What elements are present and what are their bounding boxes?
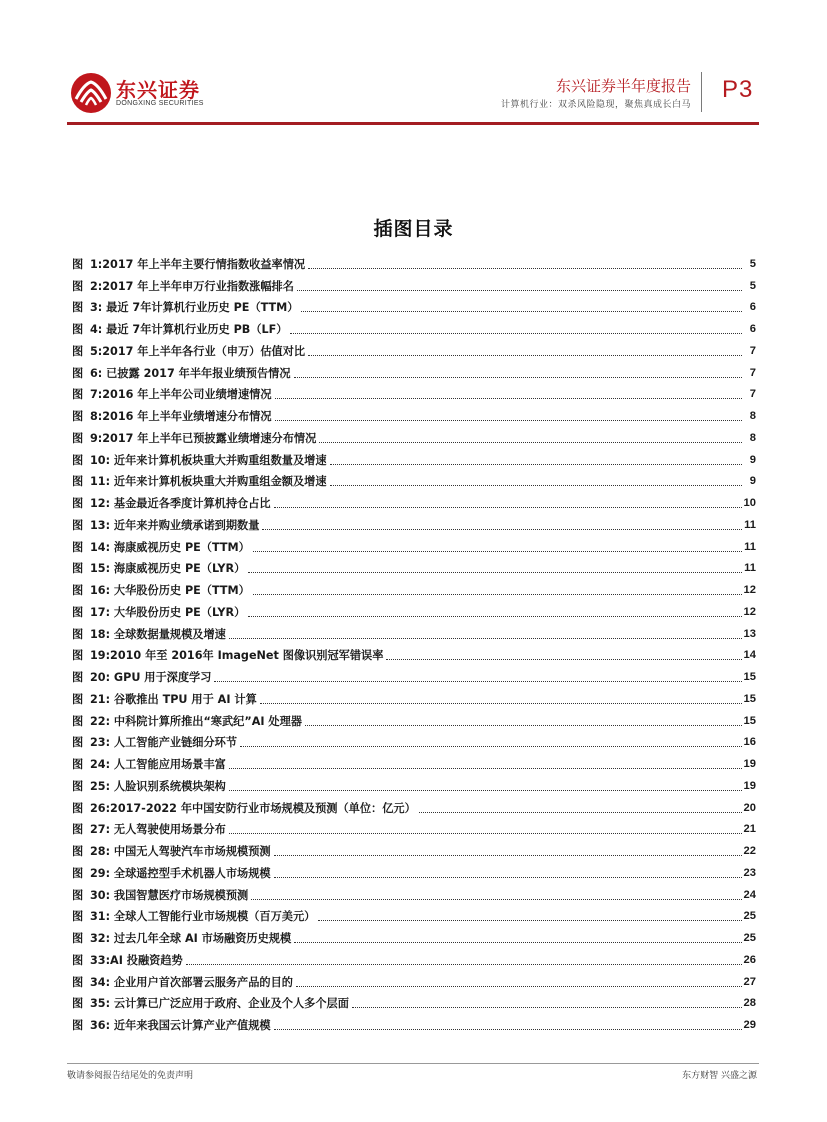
toc-entry-page[interactable]: 11 bbox=[744, 540, 756, 553]
toc-entry-label[interactable]: 10: 近年来计算机板块重大并购重组数量及增速 bbox=[90, 453, 327, 467]
toc-entry-page[interactable]: 7 bbox=[749, 388, 756, 401]
toc-entry[interactable] bbox=[72, 598, 756, 620]
toc-entry-page[interactable]: 12 bbox=[743, 605, 756, 618]
toc-entry-label[interactable]: 27: 无人驾驶使用场景分布 bbox=[90, 823, 226, 837]
toc-entry-page[interactable]: 22 bbox=[743, 845, 756, 857]
toc-entry[interactable] bbox=[72, 511, 756, 533]
toc-leader-dots bbox=[262, 528, 742, 530]
toc-entry-prefix: 图 bbox=[72, 932, 84, 945]
toc-entry-page[interactable]: 26 bbox=[743, 953, 756, 966]
toc-leader-dots bbox=[386, 658, 741, 660]
toc-entry[interactable] bbox=[72, 576, 756, 598]
toc-entry-label[interactable]: 5:2017 年上半年各行业（申万）估值对比 bbox=[90, 344, 306, 358]
toc-entry-prefix: 图 bbox=[72, 910, 84, 924]
toc-entry-page[interactable]: 19 bbox=[743, 779, 756, 792]
toc-entry[interactable] bbox=[72, 859, 756, 881]
toc-entry-prefix: 图 bbox=[72, 453, 84, 467]
toc-entry-page[interactable]: 8 bbox=[749, 410, 756, 422]
toc-entry-page[interactable]: 21 bbox=[743, 823, 756, 836]
toc-entry-page[interactable]: 16 bbox=[743, 736, 756, 749]
toc-leader-dots bbox=[330, 463, 742, 465]
toc-entry-prefix: 图 bbox=[72, 279, 84, 293]
toc-entry[interactable] bbox=[72, 750, 756, 772]
toc-entry-page[interactable]: 20 bbox=[743, 801, 756, 814]
toc-entry-label[interactable]: 25: 人脸识别系统模块架构 bbox=[90, 779, 226, 793]
toc-entry-label[interactable]: 22: 中科院计算所推出“寒武纪”AI 处理器 bbox=[90, 714, 302, 728]
toc-entry-page[interactable]: 5 bbox=[749, 257, 756, 270]
toc-leader-dots bbox=[319, 441, 742, 443]
toc-entry[interactable] bbox=[72, 685, 756, 707]
toc-entry[interactable] bbox=[72, 533, 756, 555]
toc-leader-dots bbox=[294, 376, 742, 378]
toc-leader-dots bbox=[251, 898, 741, 900]
toc-entry[interactable] bbox=[72, 555, 756, 577]
toc-entry-label[interactable]: 4: 最近 7年计算机行业历史 PB（LF） bbox=[90, 323, 288, 336]
toc-entry[interactable] bbox=[72, 359, 756, 381]
toc-leader-dots bbox=[419, 811, 742, 813]
toc-entry-prefix: 图 bbox=[72, 410, 84, 423]
toc-entry-label[interactable]: 13: 近年来并购业绩承诺到期数量 bbox=[90, 518, 260, 532]
footer-slogan: 东方财智 兴盛之源 bbox=[682, 1071, 757, 1081]
toc-entry-prefix: 图 bbox=[72, 605, 84, 619]
toc-entry-prefix: 图 bbox=[72, 627, 84, 641]
toc-leader-dots bbox=[330, 484, 742, 486]
toc-entry[interactable] bbox=[72, 402, 756, 424]
toc-entry[interactable] bbox=[72, 729, 756, 751]
toc-entry-page[interactable]: 11 bbox=[744, 562, 756, 575]
toc-entry[interactable] bbox=[72, 1011, 756, 1033]
toc-entry-label[interactable]: 7:2016 年上半年公司业绩增速情况 bbox=[90, 388, 272, 402]
toc-entry-prefix: 图 bbox=[72, 323, 84, 336]
toc-entry-label[interactable]: 8:2016 年上半年业绩增速分布情况 bbox=[90, 410, 272, 423]
toc-entry[interactable] bbox=[72, 663, 756, 685]
toc-entry-prefix: 图 bbox=[72, 823, 84, 837]
toc-entry[interactable] bbox=[72, 468, 756, 490]
toc-leader-dots bbox=[248, 615, 741, 617]
toc-entry[interactable] bbox=[72, 707, 756, 729]
toc-entry-label[interactable]: 29: 全球遥控型手术机器人市场规模 bbox=[90, 866, 271, 880]
toc-entry[interactable] bbox=[72, 381, 756, 403]
toc-leader-dots bbox=[301, 310, 742, 312]
toc-entry-label[interactable]: 11: 近年来计算机板块重大并购重组金额及增速 bbox=[90, 475, 327, 489]
toc-entry-page[interactable]: 11 bbox=[744, 518, 756, 531]
toc-entry-page[interactable]: 28 bbox=[743, 997, 756, 1010]
toc-leader-dots bbox=[352, 1006, 742, 1008]
toc-entry-prefix: 图 bbox=[72, 671, 84, 684]
toc-entry-prefix: 图 bbox=[72, 975, 84, 989]
toc-entry-prefix: 图 bbox=[72, 953, 84, 967]
toc-entry-prefix: 图 bbox=[72, 801, 84, 815]
toc-entry-label[interactable]: 14: 海康威视历史 PE（TTM） bbox=[90, 540, 250, 554]
toc-leader-dots bbox=[297, 289, 742, 291]
toc-entry-label[interactable]: 9:2017 年上半年已预披露业绩增速分布情况 bbox=[90, 431, 317, 445]
toc-entry-prefix: 图 bbox=[72, 388, 84, 402]
toc-entry-label[interactable]: 33:AI 投融资趋势 bbox=[90, 953, 183, 967]
toc-entry-label[interactable]: 24: 人工智能应用场景丰富 bbox=[90, 758, 226, 771]
report-subtitle: 计算机行业：双杀风险隐现，聚焦真成长白马 bbox=[500, 100, 691, 110]
toc-entry-label[interactable]: 20: GPU 用于深度学习 bbox=[90, 671, 212, 684]
toc-leader-dots bbox=[260, 702, 742, 704]
toc-entry[interactable] bbox=[72, 837, 756, 859]
toc-entry-label[interactable]: 28: 中国无人驾驶汽车市场规模预测 bbox=[90, 845, 271, 858]
toc-entry-prefix: 图 bbox=[72, 736, 84, 750]
toc-entry-label[interactable]: 18: 全球数据量规模及增速 bbox=[90, 627, 226, 641]
toc-entry-label[interactable]: 31: 全球人工智能行业市场规模（百万美元） bbox=[90, 910, 316, 924]
page-number: P3 bbox=[722, 76, 754, 103]
toc-entry-label[interactable]: 16: 大华股份历史 PE（TTM） bbox=[90, 584, 250, 597]
toc-entry-page[interactable]: 29 bbox=[743, 1019, 756, 1031]
company-logo bbox=[70, 70, 220, 114]
toc-entry-label[interactable]: 26:2017-2022 年中国安防行业市场规模及预测（单位：亿元） bbox=[90, 801, 416, 815]
toc-entry-label[interactable]: 2:2017 年上半年申万行业指数涨幅排名 bbox=[90, 279, 294, 293]
toc-entry-prefix: 图 bbox=[72, 475, 84, 489]
toc-entry[interactable] bbox=[72, 250, 756, 272]
toc-entry-page[interactable]: 6 bbox=[749, 301, 756, 314]
toc-entry-page[interactable]: 6 bbox=[749, 323, 756, 335]
toc-title: 插图目录 bbox=[373, 218, 454, 240]
toc-entry-prefix: 图 bbox=[72, 649, 84, 663]
toc-leader-dots bbox=[229, 789, 742, 791]
toc-leader-dots bbox=[318, 919, 741, 921]
toc-entry-page[interactable]: 15 bbox=[743, 714, 756, 727]
toc-entry[interactable] bbox=[72, 424, 756, 446]
toc-entry-label[interactable]: 34: 企业用户首次部署云服务产品的目的 bbox=[90, 975, 293, 989]
logo-english-name: DONGXING SECURITIES bbox=[116, 100, 204, 107]
toc-leader-dots bbox=[253, 593, 742, 595]
toc-entry[interactable] bbox=[72, 642, 756, 664]
header-divider bbox=[701, 72, 702, 112]
toc-entry-page[interactable]: 7 bbox=[749, 344, 756, 357]
toc-leader-dots bbox=[290, 332, 742, 334]
toc-entry-prefix: 图 bbox=[72, 866, 84, 880]
toc-entry-page[interactable]: 14 bbox=[743, 649, 756, 662]
toc-entry-page[interactable]: 24 bbox=[743, 888, 756, 901]
toc-entry[interactable] bbox=[72, 315, 756, 337]
toc-leader-dots bbox=[274, 854, 742, 856]
toc-leader-dots bbox=[274, 1028, 742, 1030]
header-rule bbox=[67, 122, 759, 125]
toc-entry[interactable] bbox=[72, 446, 756, 468]
toc-entry-prefix: 图 bbox=[72, 562, 84, 576]
toc-entry-label[interactable]: 21: 谷歌推出 TPU 用于 AI 计算 bbox=[90, 692, 257, 706]
toc-entry-page[interactable]: 10 bbox=[743, 497, 756, 509]
toc-entry[interactable] bbox=[72, 794, 756, 816]
toc-leader-dots bbox=[253, 550, 742, 552]
toc-entry-prefix: 图 bbox=[72, 518, 84, 532]
toc-entry-page[interactable]: 9 bbox=[749, 475, 756, 488]
toc-leader-dots bbox=[248, 571, 742, 573]
toc-leader-dots bbox=[229, 832, 742, 834]
toc-leader-dots bbox=[275, 419, 742, 421]
toc-entry-label[interactable]: 35: 云计算已广泛应用于政府、企业及个人多个层面 bbox=[90, 997, 349, 1011]
toc-leader-dots bbox=[305, 724, 742, 726]
toc-entry-prefix: 图 bbox=[72, 997, 84, 1011]
toc-entry-page[interactable]: 13 bbox=[743, 627, 756, 640]
toc-entry-label[interactable]: 17: 大华股份历史 PE（LYR） bbox=[90, 605, 246, 619]
toc-entry-prefix: 图 bbox=[72, 584, 84, 597]
toc-entry-page[interactable]: 8 bbox=[749, 431, 756, 444]
toc-entry-label[interactable]: 12: 基金最近各季度计算机持仓占比 bbox=[90, 497, 271, 510]
toc-leader-dots bbox=[214, 680, 741, 682]
toc-leader-dots bbox=[308, 354, 742, 356]
toc-leader-dots bbox=[274, 876, 742, 878]
toc-entry[interactable] bbox=[72, 620, 756, 642]
dongxing-logo-icon bbox=[70, 72, 112, 114]
toc-entry-prefix: 图 bbox=[72, 431, 84, 445]
toc-entry-prefix: 图 bbox=[72, 1019, 84, 1032]
toc-leader-dots bbox=[186, 963, 742, 965]
toc-entry[interactable] bbox=[72, 294, 756, 316]
toc-entry-prefix: 图 bbox=[72, 714, 84, 728]
toc-leader-dots bbox=[229, 637, 742, 639]
toc-entry-label[interactable]: 36: 近年来我国云计算产业产值规模 bbox=[90, 1019, 271, 1032]
toc-entry-page[interactable]: 5 bbox=[749, 279, 756, 292]
toc-leader-dots bbox=[294, 941, 741, 943]
toc-entry-page[interactable]: 19 bbox=[743, 758, 756, 770]
toc-entry[interactable] bbox=[72, 816, 756, 838]
toc-entry-label[interactable]: 23: 人工智能产业链细分环节 bbox=[90, 736, 238, 750]
logo-chinese-name: 东兴证券 bbox=[116, 78, 200, 102]
toc-entry[interactable] bbox=[72, 881, 756, 903]
toc-entry-prefix: 图 bbox=[72, 257, 84, 271]
toc-entry-prefix: 图 bbox=[72, 540, 84, 554]
figure-list bbox=[72, 250, 756, 1033]
toc-entry-label[interactable]: 19:2010 年至 2016年 ImageNet 图像识别冠军错误率 bbox=[90, 649, 384, 663]
toc-leader-dots bbox=[275, 397, 742, 399]
toc-leader-dots bbox=[229, 767, 742, 769]
toc-leader-dots bbox=[296, 985, 742, 987]
toc-entry-page[interactable]: 12 bbox=[743, 584, 756, 596]
toc-entry-page[interactable]: 7 bbox=[749, 366, 756, 379]
toc-entry[interactable] bbox=[72, 337, 756, 359]
toc-entry[interactable] bbox=[72, 272, 756, 294]
toc-entry-label[interactable]: 3: 最近 7年计算机行业历史 PE（TTM） bbox=[90, 301, 299, 315]
toc-entry-prefix: 图 bbox=[72, 758, 84, 771]
toc-entry-prefix: 图 bbox=[72, 888, 84, 902]
toc-entry-prefix: 图 bbox=[72, 366, 84, 380]
footer-rule bbox=[67, 1063, 759, 1064]
toc-entry-label[interactable]: 30: 我国智慧医疗市场规模预测 bbox=[90, 888, 249, 902]
toc-entry[interactable] bbox=[72, 946, 756, 968]
toc-entry-page[interactable]: 23 bbox=[743, 866, 756, 879]
toc-entry[interactable] bbox=[72, 489, 756, 511]
report-title: 东兴证券半年度报告 bbox=[555, 77, 691, 95]
toc-entry[interactable] bbox=[72, 968, 756, 990]
toc-entry-label[interactable]: 6: 已披露 2017 年半年报业绩预告情况 bbox=[90, 366, 291, 380]
toc-entry-label[interactable]: 1:2017 年上半年主要行情指数收益率情况 bbox=[90, 257, 306, 271]
toc-entry-prefix: 图 bbox=[72, 779, 84, 793]
toc-entry-page[interactable]: 15 bbox=[743, 671, 756, 683]
toc-entry[interactable] bbox=[72, 772, 756, 794]
toc-entry[interactable] bbox=[72, 924, 756, 946]
toc-leader-dots bbox=[308, 267, 742, 269]
toc-leader-dots bbox=[240, 745, 742, 747]
toc-entry[interactable] bbox=[72, 990, 756, 1012]
toc-entry[interactable] bbox=[72, 903, 756, 925]
toc-entry-page[interactable]: 15 bbox=[743, 692, 756, 705]
toc-entry-prefix: 图 bbox=[72, 692, 84, 706]
toc-entry-label[interactable]: 32: 过去几年全球 AI 市场融资历史规模 bbox=[90, 932, 292, 945]
toc-entry-page[interactable]: 9 bbox=[749, 453, 756, 466]
toc-entry-prefix: 图 bbox=[72, 344, 84, 358]
toc-entry-prefix: 图 bbox=[72, 497, 84, 510]
toc-entry-label[interactable]: 15: 海康威视历史 PE（LYR） bbox=[90, 562, 246, 576]
footer-disclaimer: 敬请参阅报告结尾处的免责声明 bbox=[67, 1071, 194, 1081]
toc-entry-page[interactable]: 27 bbox=[743, 975, 756, 988]
toc-entry-page[interactable]: 25 bbox=[743, 932, 756, 944]
toc-entry-prefix: 图 bbox=[72, 301, 84, 315]
toc-entry-prefix: 图 bbox=[72, 845, 84, 858]
toc-entry-page[interactable]: 25 bbox=[743, 910, 756, 923]
toc-leader-dots bbox=[274, 506, 742, 508]
